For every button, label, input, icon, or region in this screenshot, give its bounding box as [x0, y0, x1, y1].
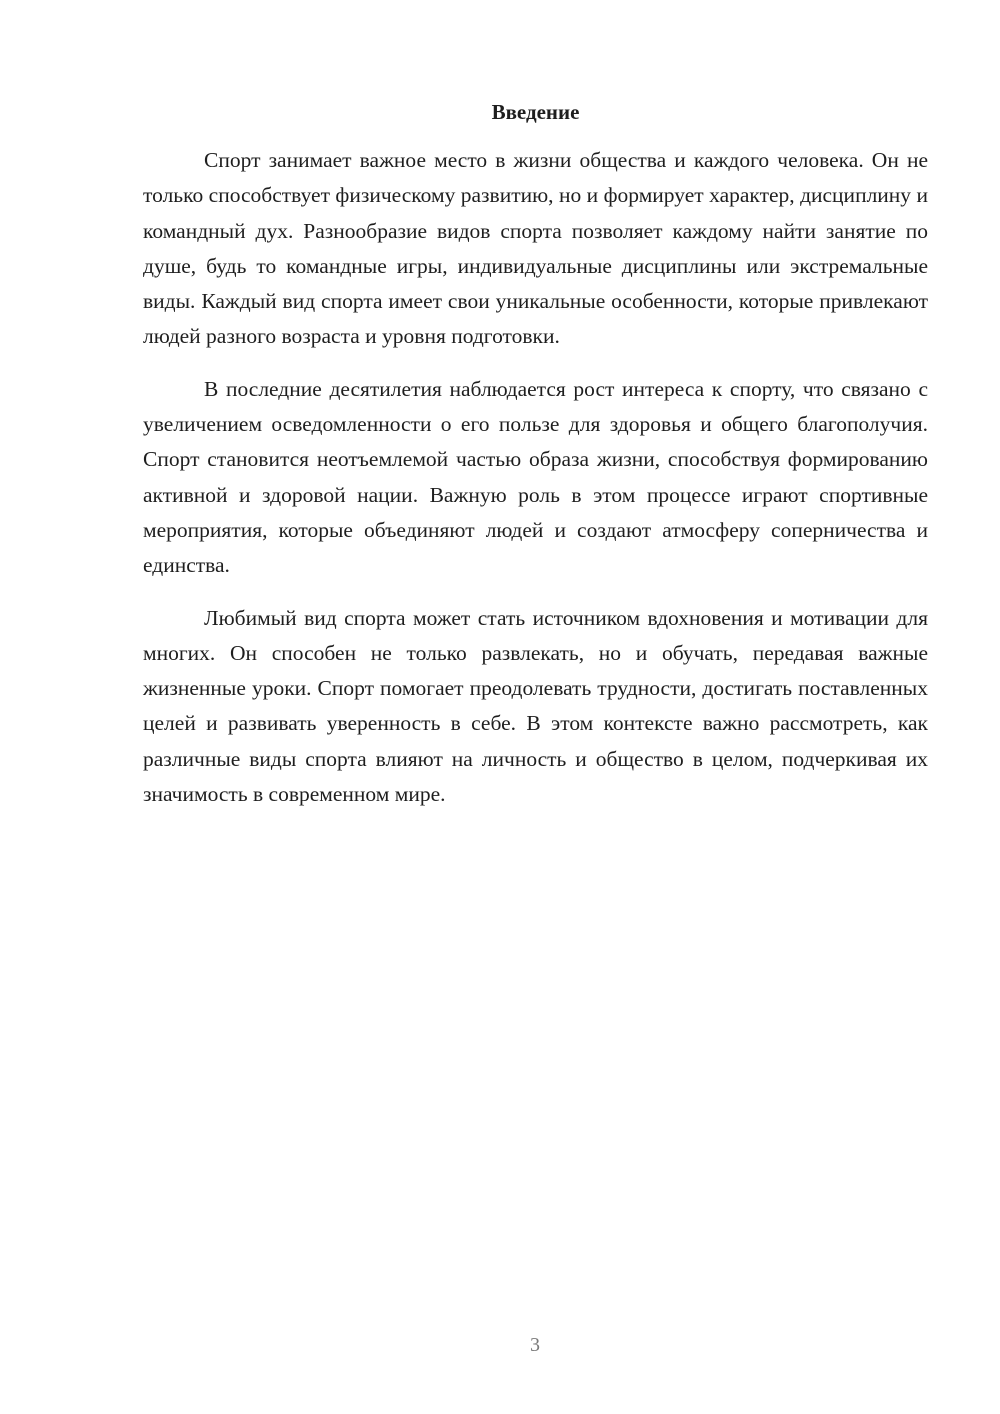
- section-heading: Введение: [491, 100, 580, 124]
- paragraph-1: Спорт занимает важное место в жизни общества и каждого человека. Он не только способствует физическому развитию, но и формирует характер, дисциплину и командный дух. Разнообразие видов спорта позволяет каждому найти занятие по душе, будь то командные игры, индивидуальные дисциплины или экстремальные виды. Каждый вид спорта имеет свои уникальные особенности, которые привлекают людей разного возраста и уровня подготовки.: [143, 148, 928, 349]
- page-number: 3: [530, 1334, 540, 1356]
- paragraph-2: В последние десятилетия наблюдается рост интереса к спорту, что связано с увеличением осведомленности о его пользе для здоровья и общего благополучия. Спорт становится неотъемлемой частью образа жизни, способствуя формированию активной и здоровой нации. Важную роль в этом процессе играют спортивные мероприятия, которые объединяют людей и создают атмосферу соперничества и единства.: [143, 376, 928, 578]
- body-text: [143, 143, 928, 829]
- paragraph-3: Любимый вид спорта может стать источником вдохновения и мотивации для многих. Он способен не только развлекать, но и обучать, передавая важные жизненные уроки. Спорт помогает преодолевать трудности, достигать поставленных целей и развивать уверенность в себе. В этом контексте важно рассмотреть, как различные виды спорта влияют на личность и общество в целом, подчеркивая их значимость в современном мире.: [143, 605, 928, 807]
